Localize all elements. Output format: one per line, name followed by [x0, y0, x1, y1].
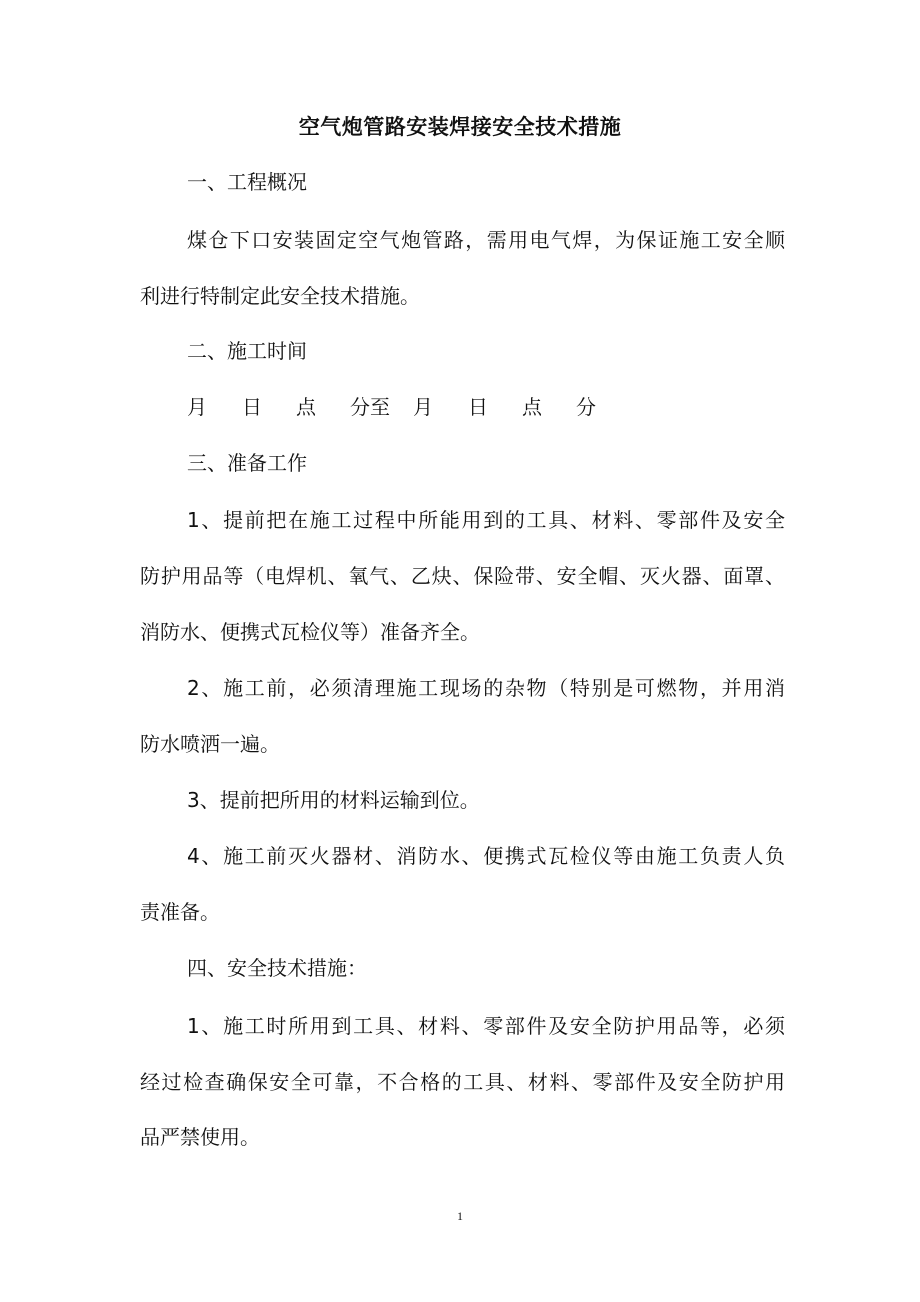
section-heading-preparation: 三、准备工作 [187, 451, 307, 475]
preparation-item-line: 防水喷洒一遍。 [140, 732, 280, 756]
time-field-minute: 分 [576, 395, 596, 419]
preparation-item-line: 1、提前把在施工过程中所能用到的工具、材料、零部件及安全 [187, 508, 785, 532]
section-heading-time: 二、施工时间 [187, 339, 307, 363]
preparation-item-line: 2、施工前，必须清理施工现场的杂物（特别是可燃物，并用消 [187, 676, 785, 700]
preparation-item-line: 防护用品等（电焊机、氧气、乙炔、保险带、安全帽、灭火器、面罩、 [140, 564, 785, 588]
time-field-hour: 点 [522, 395, 542, 419]
overview-paragraph-line: 煤仓下口安装固定空气炮管路，需用电气焊，为保证施工安全顺 [187, 228, 785, 252]
safety-item-line: 经过检查确保安全可靠，不合格的工具、材料、零部件及安全防护用 [140, 1070, 785, 1094]
overview-paragraph-line: 利进行特制定此安全技术措施。 [140, 284, 420, 308]
preparation-item-line: 消防水、便携式瓦检仪等）准备齐全。 [140, 620, 480, 644]
time-field-month: 月 [187, 395, 207, 419]
preparation-item-line: 4、施工前灭火器材、消防水、便携式瓦检仪等由施工负责人负 [187, 844, 785, 868]
time-field-minute-to: 分至 [350, 395, 390, 419]
preparation-item-line: 责准备。 [140, 900, 220, 924]
safety-item-line: 品严禁使用。 [140, 1125, 260, 1149]
section-heading-safety: 四、安全技术措施： [187, 956, 367, 980]
document-title: 空气炮管路安装焊接安全技术措施 [298, 115, 622, 139]
time-field-day: 日 [468, 395, 488, 419]
page-number: 1 [457, 1209, 463, 1223]
time-field-hour: 点 [296, 395, 316, 419]
safety-item-line: 1、施工时所用到工具、材料、零部件及安全防护用品等，必须 [187, 1014, 785, 1038]
time-field-month: 月 [413, 395, 433, 419]
preparation-item-line: 3、提前把所用的材料运输到位。 [187, 788, 480, 812]
time-field-day: 日 [242, 395, 262, 419]
section-heading-overview: 一、工程概况 [187, 170, 307, 194]
